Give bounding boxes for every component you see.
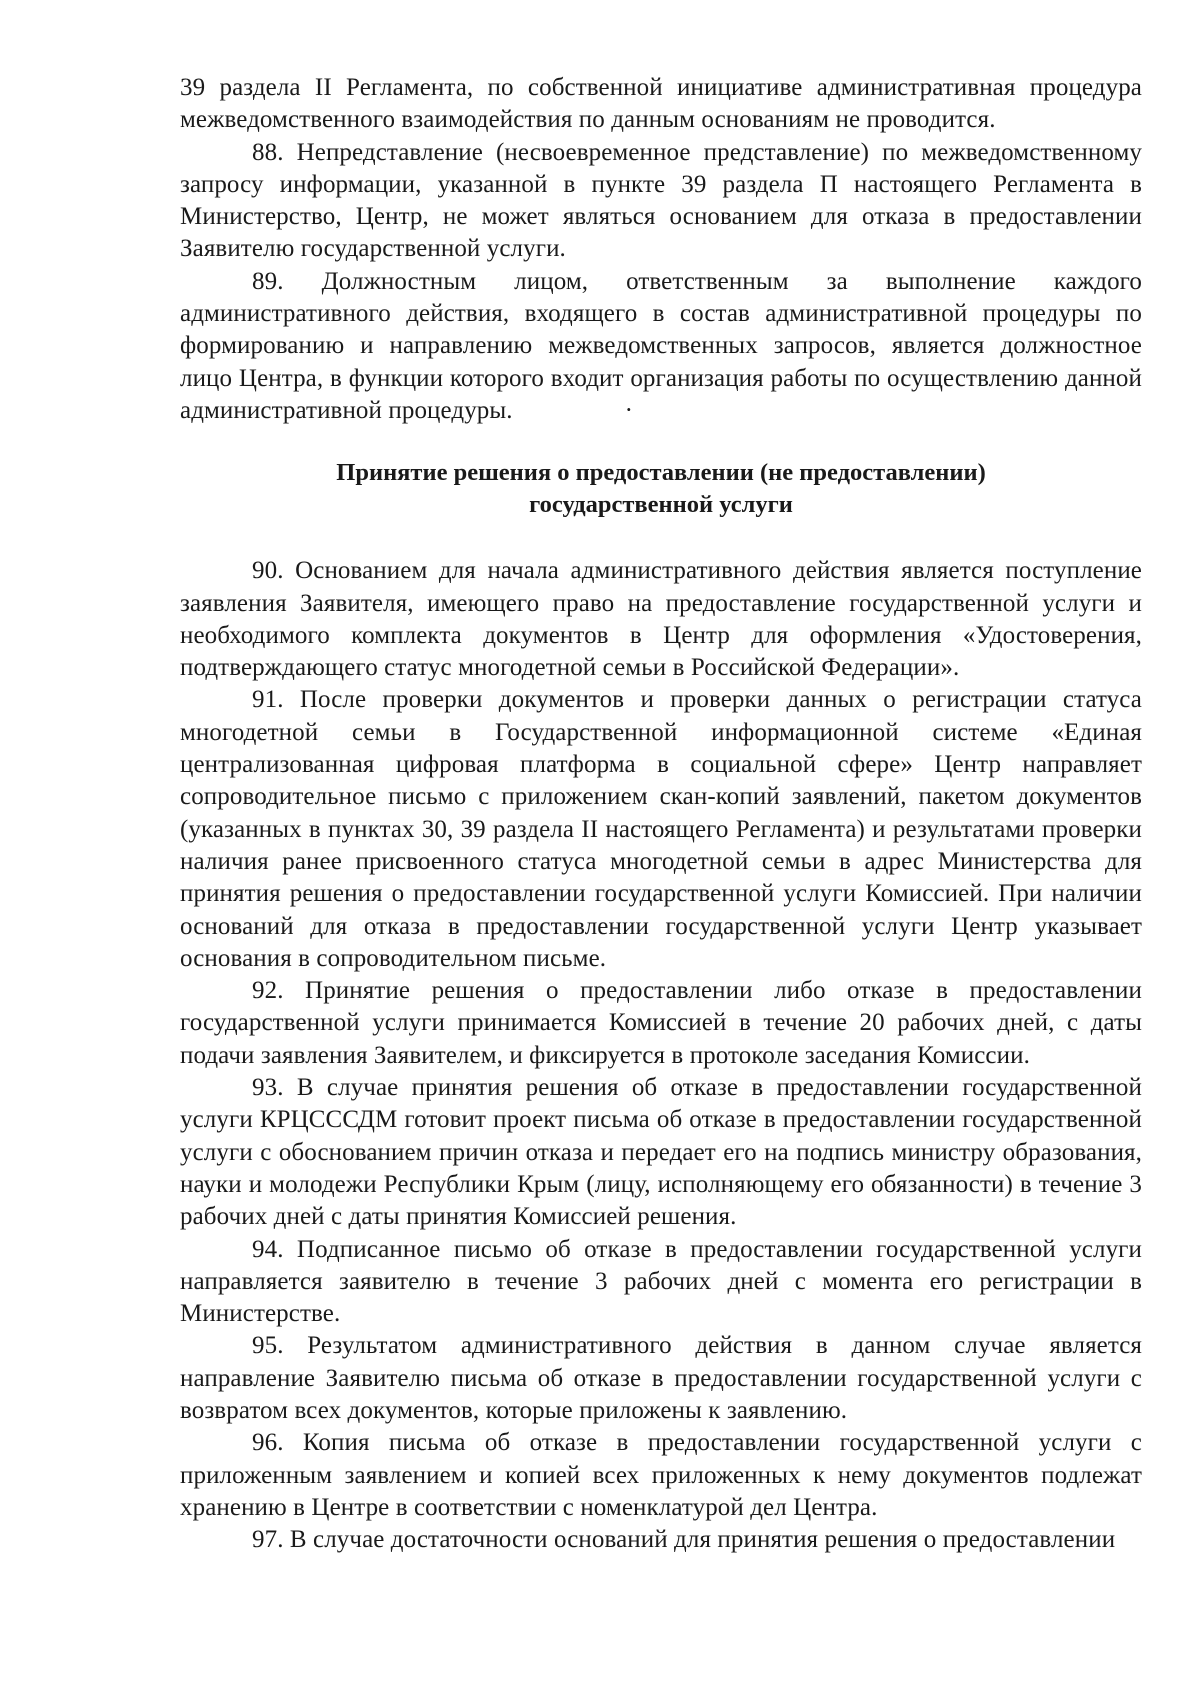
paragraph-96: 96. Копия письма об отказе в предоставлении государственной услуги с приложенным заявлением и копией всех приложенных к нему документов подлежат хранению в Центре в соответствии с номенклатурой дел Центра. [180,1429,1142,1521]
stray-mark: · [624,396,634,424]
paragraph-89 [180,266,1142,427]
paragraph-continuation: 39 раздела II Регламента, по собственной инициативе административная процедура межведомственного взаимодействия по данным основаниям не проводится. [180,74,1142,134]
spacer [180,521,1142,555]
paragraph-97: 97. В случае достаточности оснований для принятия решения о предоставлении [252,1526,1116,1554]
paragraph-90: 90. Основанием для начала административного действия является поступление заявления Заявителя, имеющего право на предоставление государственной услуги и необходимого комплекта документов в Центр для оформления «Удостоверения, подтверждающего статус многодетной семьи в Российской Федерации». [180,557,1142,682]
document-page [180,72,1142,1556]
paragraph-89-text: 89. Должностным лицом, ответственным за выполнение каждого административного действия, входящего в состав административной процедуры по формированию и направлению межведомственных запросов, является должностное лицо Центра, в функции которого входит организация работы по осуществлению данной административной процедуры. [180,267,1142,424]
section-heading-line-1: Принятие решения о предоставлении (не предоставлении) [336,459,986,487]
paragraph-88: 88. Непредставление (несвоевременное представление) по межведомственному запросу информации, указанной в пункте 39 раздела П настоящего Регламента в Министерство, Центр, не может являться основанием для отказа в предоставлении Заявителю государственной услуги. [180,138,1142,263]
paragraph-92: 92. Принятие решения о предоставлении либо отказе в предоставлении государственной услуги принимается Комиссией в течение 20 рабочих дней, с даты подачи заявления Заявителем, и фиксируется в протоколе заседания Комиссии. [180,977,1142,1069]
spacer [180,427,1142,457]
section-heading-line-2: государственной услуги [529,491,793,519]
paragraph-93: 93. В случае принятия решения об отказе в предоставлении государственной услуги КРЦСССДМ готовит проект письма об отказе в предоставлении государственной услуги с обоснованием причин отказа и передает его на подпись министру образования, науки и молодежи Республики Крым (лицу, исполняющему его обязанности) в течение 3 рабочих дней с даты принятия Комиссией решения. [180,1074,1142,1231]
paragraph-94: 94. Подписанное письмо об отказе в предоставлении государственной услуги направляется заявителю в течение 3 рабочих дней с момента его регистрации в Министерстве. [180,1235,1142,1328]
paragraph-95: 95. Результатом административного действия в данном случае является направление Заявителю письма об отказе в предоставлении государственной услуги с возвратом всех документов, которые приложены к заявлению. [180,1332,1142,1424]
paragraph-91: 91. После проверки документов и проверки данных о регистрации статуса многодетной семьи в Государственной информационной системе «Единая централизованная цифровая платформа в социальной сфере» Центр направляет сопроводительное письмо с приложением скан-копий заявлений, пакетом документов (указанных в пунктах 30, 39 раздела II настоящего Регламента) и результатами проверки наличия ранее присвоенного статуса многодетной семьи в адрес Министерства для принятия решения о предоставлении государственной услуги Комиссией. При наличии оснований для отказа в предоставлении государственной услуги Центр указывает основания в сопроводительном письме. [180,686,1142,972]
